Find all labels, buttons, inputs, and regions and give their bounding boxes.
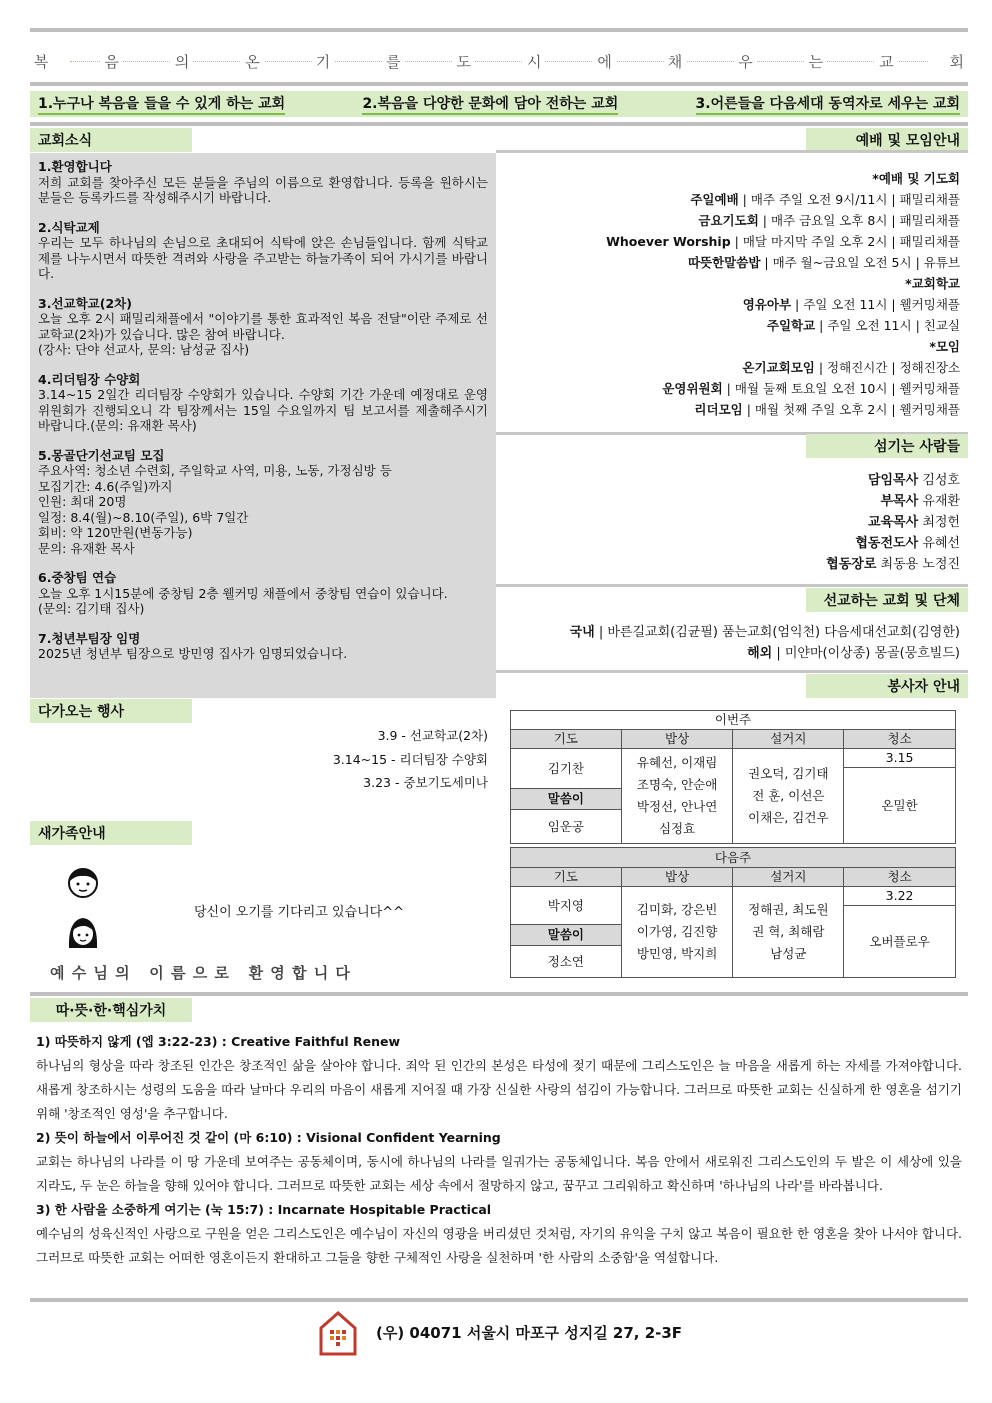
servant-role: 협동전도사 [855, 536, 919, 551]
news-item [38, 220, 488, 282]
motto-dotted-line [70, 61, 928, 62]
bottom-divider [30, 1298, 968, 1302]
news-body: 3.14~15 2일간 리더팀장 수양회가 있습니다. 수양회 기간 가운데 예정대로 운영위원회가 진행되오니 각 팀장께서는 15일 수요일까지 팀 보고서를 제출해주시기 바랍니다.(문의: 유재환 목사) [38, 387, 488, 433]
news-title: 2.식탁교제 [38, 219, 100, 235]
news-item [38, 570, 488, 617]
news-body: 오늘 오후 1시15분에 중창팀 2층 웰커밍 채플에서 중창팀 연습이 있습니다. (문의: 김기태 집사) [38, 585, 448, 616]
mission-row: 해외 | 미얀마(이상종) 몽골(뭉흐빌드) [747, 646, 960, 661]
col-dishes: 설거지 [733, 868, 844, 887]
value-title: 2) 뜻이 하늘에서 이루어진 것 같이 (마 6:10) : Visional Confident Yearning [36, 1130, 501, 1145]
mission-list [570, 622, 960, 664]
news-box [30, 153, 496, 698]
next-week-label: 다음주 [511, 848, 956, 868]
worship-row: 주일예배 | 매주 주일 오전 9시/11시 | 패밀리채플 [690, 192, 960, 207]
news-title: 7.청년부팀장 임명 [38, 630, 141, 646]
news-item [38, 159, 488, 206]
servant-role: 부목사 [880, 494, 919, 509]
vision-item: 3.어른들을 다음세대 동역자로 세우는 교회 [696, 93, 960, 115]
worship-row: 영유아부 | 주일 오전 11시 | 웰커밍채플 [742, 297, 960, 312]
mission-text: 미얀마(이상종) 몽골(뭉흐빌드) [784, 646, 960, 661]
worship-category: *모임 [929, 339, 960, 354]
col-meal: 밥상 [621, 730, 733, 749]
dishes-names: 권오덕, 김기태 전 훈, 이선은 이채은, 김건우 [733, 749, 844, 844]
news-title: 5.몽골단기선교팀 모집 [38, 447, 165, 463]
news-title: 4.리더팀장 수양회 [38, 371, 141, 387]
prayer-name: 김기찬 [511, 749, 622, 789]
dishes-names: 정해권, 최도원 권 혁, 최해람 남성균 [733, 887, 844, 978]
clean-name: 온밀한 [844, 768, 956, 844]
motto-char: 의 [171, 51, 194, 72]
worship-list [606, 168, 960, 420]
church-logo-icon [318, 1310, 358, 1356]
motto-char: 복 [30, 51, 53, 72]
servant-row [826, 470, 960, 491]
worship-info: 매주 금요일 오후 8시 [770, 213, 888, 228]
news-title: 1.환영합니다 [38, 159, 112, 174]
col-clean: 청소 [844, 730, 956, 749]
this-week-label: 이번주 [511, 711, 956, 730]
motto-char: 회 [945, 51, 968, 72]
sermon-name: 임운공 [511, 810, 622, 844]
worship-name: Whoever Worship [606, 234, 731, 249]
motto-char: 음 [100, 51, 123, 72]
worship-row: 온기교회모임 | 정해진시간 | 정해진장소 [742, 360, 960, 375]
worship-place: 웰커밍채플 [899, 381, 960, 396]
meal-names: 유혜선, 이재림 조명숙, 안순애 박정선, 안나연 심정효 [621, 749, 733, 844]
clean-date: 3.22 [844, 887, 956, 906]
news-body: 2025년 청년부 팀장으로 방민영 집사가 임명되었습니다. [38, 646, 348, 661]
worship-name: 영유아부 [742, 297, 792, 312]
motto-char: 도 [453, 51, 476, 72]
vision-divider [30, 122, 968, 126]
worship-name: 온기교회모임 [742, 360, 815, 375]
value-body: 예수님의 성육신적인 사랑으로 구원을 얻은 그리스도인은 예수님이 자신의 영광을 버리셨던 것처럼, 자기의 유익을 구치 않고 복음이 필요한 한 영혼을 찾아 나서야 합니다. 그러므로 따뜻한 교회는 어떠한 영혼이든지 환대하고 그들을 향한 구체적인 사랑을 실천하며 '한 사람의 소중함'을 역설합니다. [36, 1226, 962, 1265]
mission-header: 선교하는 교회 및 단체 [806, 588, 968, 612]
motto-char: 교 [875, 51, 898, 72]
servant-role: 교육목사 [867, 515, 919, 530]
sermon-label: 말씀이 [511, 789, 622, 810]
col-prayer: 기도 [511, 868, 622, 887]
worship-info: 주일 오전 11시 [827, 318, 912, 333]
core-values [36, 1030, 962, 1270]
sermon-name: 정소연 [511, 946, 622, 978]
news-body: 오늘 오후 2시 패밀리채플에서 "이야기를 통한 효과적인 복음 전달"이란 주제로 선교학교(2차)가 있습니다. 많은 참여 바랍니다. (강사: 단야 선교사, 문의: 남성균 집사) [38, 311, 488, 357]
worship-name: 따뜻한말씀밥 [687, 255, 761, 270]
worship-info: 매주 월~금요일 오전 5시 [772, 255, 912, 270]
events-list [333, 724, 488, 795]
news-title: 3.선교학교(2차) [38, 295, 132, 311]
motto-char: 시 [523, 51, 546, 72]
worship-info: 매달 마지막 주일 오후 2시 [742, 234, 888, 249]
woman-icon [66, 914, 100, 950]
clean-date: 3.15 [844, 749, 956, 768]
motto-char: 온 [241, 51, 264, 72]
servant-row [826, 512, 960, 533]
worship-place: 유튜브 [923, 255, 960, 270]
news-body: 저희 교회를 찾아주신 모든 분들을 주님의 이름으로 환영합니다. 등록을 원하시는 분들은 등록카드를 작성해주시기 바랍니다. [38, 174, 488, 205]
worship-row: 따뜻한말씀밥 | 매주 월~금요일 오전 5시 | 유튜브 [687, 255, 960, 270]
news-item [38, 448, 488, 557]
clean-name: 오버플로우 [844, 906, 956, 978]
servants-list [826, 470, 960, 575]
worship-row: Whoever Worship | 매달 마지막 주일 오후 2시 | 패밀리채플 [606, 234, 960, 249]
news-item [38, 372, 488, 434]
worship-row: 리더모임 | 매월 첫째 주일 오후 2시 | 웰커밍채플 [694, 402, 960, 417]
news-body: 주요사역: 청소년 수련회, 주일학교 사역, 미용, 노동, 가정심방 등 모집기간: 4.6(주일)까지 인원: 최대 20명 일정: 8.4(월)~8.10(주일), 6박 7일간 회비: 약 120만원(변동가능) 문의: 유재환 목사 [38, 463, 392, 556]
worship-place: 패밀리채플 [899, 234, 960, 249]
worship-name: 주일학교 [766, 318, 816, 333]
top-divider [30, 28, 968, 32]
mission-text: 바른길교회(김균필) 품는교회(엄익천) 다음세대선교회(김영한) [607, 625, 960, 640]
motto [30, 46, 968, 76]
newcomers-header: 새가족안내 [30, 821, 192, 845]
servant-name: 최동용 노정진 [880, 557, 960, 572]
worship-info: 매월 둘째 토요일 오전 10시 [734, 381, 888, 396]
value-body: 하나님의 형상을 따라 창조된 인간은 창조적인 삶을 살아야 합니다. 죄악 된 인간의 본성은 타성에 젖기 때문에 그리스도인은 늘 마음을 새롭게 하는 자세를 가져야합니다. 새롭게 창조하시는 성령의 도움을 따라 날마다 우리의 마음이 새롭게 지어질 때 가장 신실한 사랑의 섬김이 가능합니다. 그러므로 따뜻한 교회는 신실하게 한 영혼을 섬기기 위해 '창조적인 영성'을 추구합니다. [36, 1058, 962, 1121]
volunteer-line [496, 670, 968, 673]
worship-row: 금요기도회 | 매주 금요일 오후 8시 | 패밀리채플 [698, 213, 960, 228]
events-header: 다가오는 행사 [30, 699, 192, 723]
welcome-text: 예 수 님 의 이 름 으 로 환 영 합 니 다 [50, 964, 351, 982]
servant-name: 유재환 [922, 494, 960, 509]
value-body: 교회는 하나님의 나라를 이 땅 가운데 보여주는 공동체이며, 동시에 하나님의 나라를 일궈가는 공동체입니다. 복음 안에서 새로워진 그리스도인의 두 발은 이 세상에 있을 지라도, 두 눈은 하늘을 향해 있어야 합니다. 그러므로 따뜻한 교회는 세상 속에서 절망하지 않고, 꿈꾸고 그리워하고 확신하며 '하나님의 나라'를 바라봅니다. [36, 1154, 962, 1193]
mission-line [496, 584, 968, 587]
mission-label: 국내 [569, 625, 595, 640]
worship-place: 친교실 [923, 318, 960, 333]
prayer-name: 박지영 [511, 887, 622, 925]
meal-names: 김미화, 강은빈 이가영, 김진향 방민영, 박지희 [621, 887, 733, 978]
event-item: 3.14~15 - 리더팀장 수양회 [332, 751, 488, 767]
motto-char: 에 [593, 51, 616, 72]
servant-row [826, 533, 960, 554]
this-week-table [510, 710, 956, 844]
motto-char: 채 [664, 51, 687, 72]
address: (우) 04071 서울시 마포구 성지길 27, 2-3F [376, 1324, 683, 1342]
servants-header: 섬기는 사람들 [806, 434, 968, 458]
vision-item: 1.누구나 복음을 들을 수 있게 하는 교회 [38, 93, 285, 115]
servant-name: 김성호 [922, 473, 960, 488]
volunteer-header: 봉사자 안내 [806, 674, 968, 698]
values-divider [30, 992, 968, 996]
col-clean: 청소 [844, 868, 956, 887]
news-header: 교회소식 [30, 128, 192, 152]
next-week-table [510, 847, 956, 978]
vision-item: 2.복음을 다양한 문화에 담아 전하는 교회 [362, 93, 618, 115]
worship-category: *예배 및 기도회 [872, 171, 960, 186]
worship-header: 예배 및 모임안내 [806, 128, 968, 152]
worship-place: 정해진장소 [899, 360, 960, 375]
motto-char: 기 [312, 51, 335, 72]
mission-label: 해외 [747, 646, 773, 661]
vision-bar [30, 91, 968, 117]
worship-name: 리더모임 [694, 402, 743, 417]
mission-row: 국내 | 바른길교회(김균필) 품는교회(엄익천) 다음세대선교회(김영한) [569, 625, 960, 640]
news-title: 6.중창팀 연습 [38, 570, 117, 585]
col-meal: 밥상 [621, 868, 733, 887]
servant-role: 담임목사 [867, 473, 919, 488]
worship-category: *교회학교 [905, 276, 960, 291]
worship-info: 매월 첫째 주일 오후 2시 [754, 402, 888, 417]
servant-row [826, 491, 960, 512]
worship-name: 금요기도회 [698, 213, 759, 228]
worship-info: 매주 주일 오전 9시/11시 [750, 192, 888, 207]
worship-place: 웰커밍채플 [899, 297, 960, 312]
newcomer-message: 당신이 오기를 기다리고 있습니다^^ [194, 905, 404, 920]
news-item [38, 631, 488, 662]
sermon-label: 말씀이 [511, 925, 622, 946]
servant-name: 최정헌 [922, 515, 960, 530]
value-title: 1) 따뜻하지 않게 (엡 3:22-23) : Creative Faithful Renew [36, 1034, 401, 1049]
motto-char: 는 [805, 51, 828, 72]
col-dishes: 설거지 [733, 730, 844, 749]
value-title: 3) 한 사람을 소중하게 여기는 (눅 15:7) : Incarnate Hospitable Practical [36, 1202, 492, 1217]
worship-info: 주일 오전 11시 [803, 297, 888, 312]
motto-divider [30, 82, 968, 86]
servant-name: 유혜선 [922, 536, 960, 551]
man-icon [66, 866, 100, 900]
motto-char: 를 [382, 51, 405, 72]
servant-row [826, 554, 960, 575]
motto-char: 우 [734, 51, 757, 72]
worship-row: 주일학교 | 주일 오전 11시 | 친교실 [766, 318, 960, 333]
servant-role: 협동장로 [826, 557, 877, 572]
col-prayer: 기도 [511, 730, 622, 749]
worship-name: 운영위원회 [662, 381, 723, 396]
worship-place: 패밀리채플 [899, 213, 960, 228]
event-item: 3.9 - 선교학교(2차) [377, 728, 488, 743]
worship-place: 웰커밍채플 [899, 402, 960, 417]
news-item [38, 296, 488, 358]
worship-row: 운영위원회 | 매월 둘째 토요일 오전 10시 | 웰커밍채플 [662, 381, 960, 396]
event-item: 3.23 - 중보기도세미나 [363, 775, 488, 790]
worship-header-line [496, 150, 968, 153]
worship-name: 주일예배 [690, 192, 739, 207]
values-header: 따·뜻·한·핵심가치 [30, 998, 192, 1022]
worship-place: 패밀리채플 [899, 192, 960, 207]
worship-info: 정해진시간 [827, 360, 888, 375]
news-body: 우리는 모두 하나님의 손님으로 초대되어 식탁에 앉은 손님들입니다. 함께 식탁교제를 나누시면서 따뜻한 격려와 사랑을 주고받는 하늘가족이 되어 가시기를 바랍니다. [38, 235, 488, 281]
